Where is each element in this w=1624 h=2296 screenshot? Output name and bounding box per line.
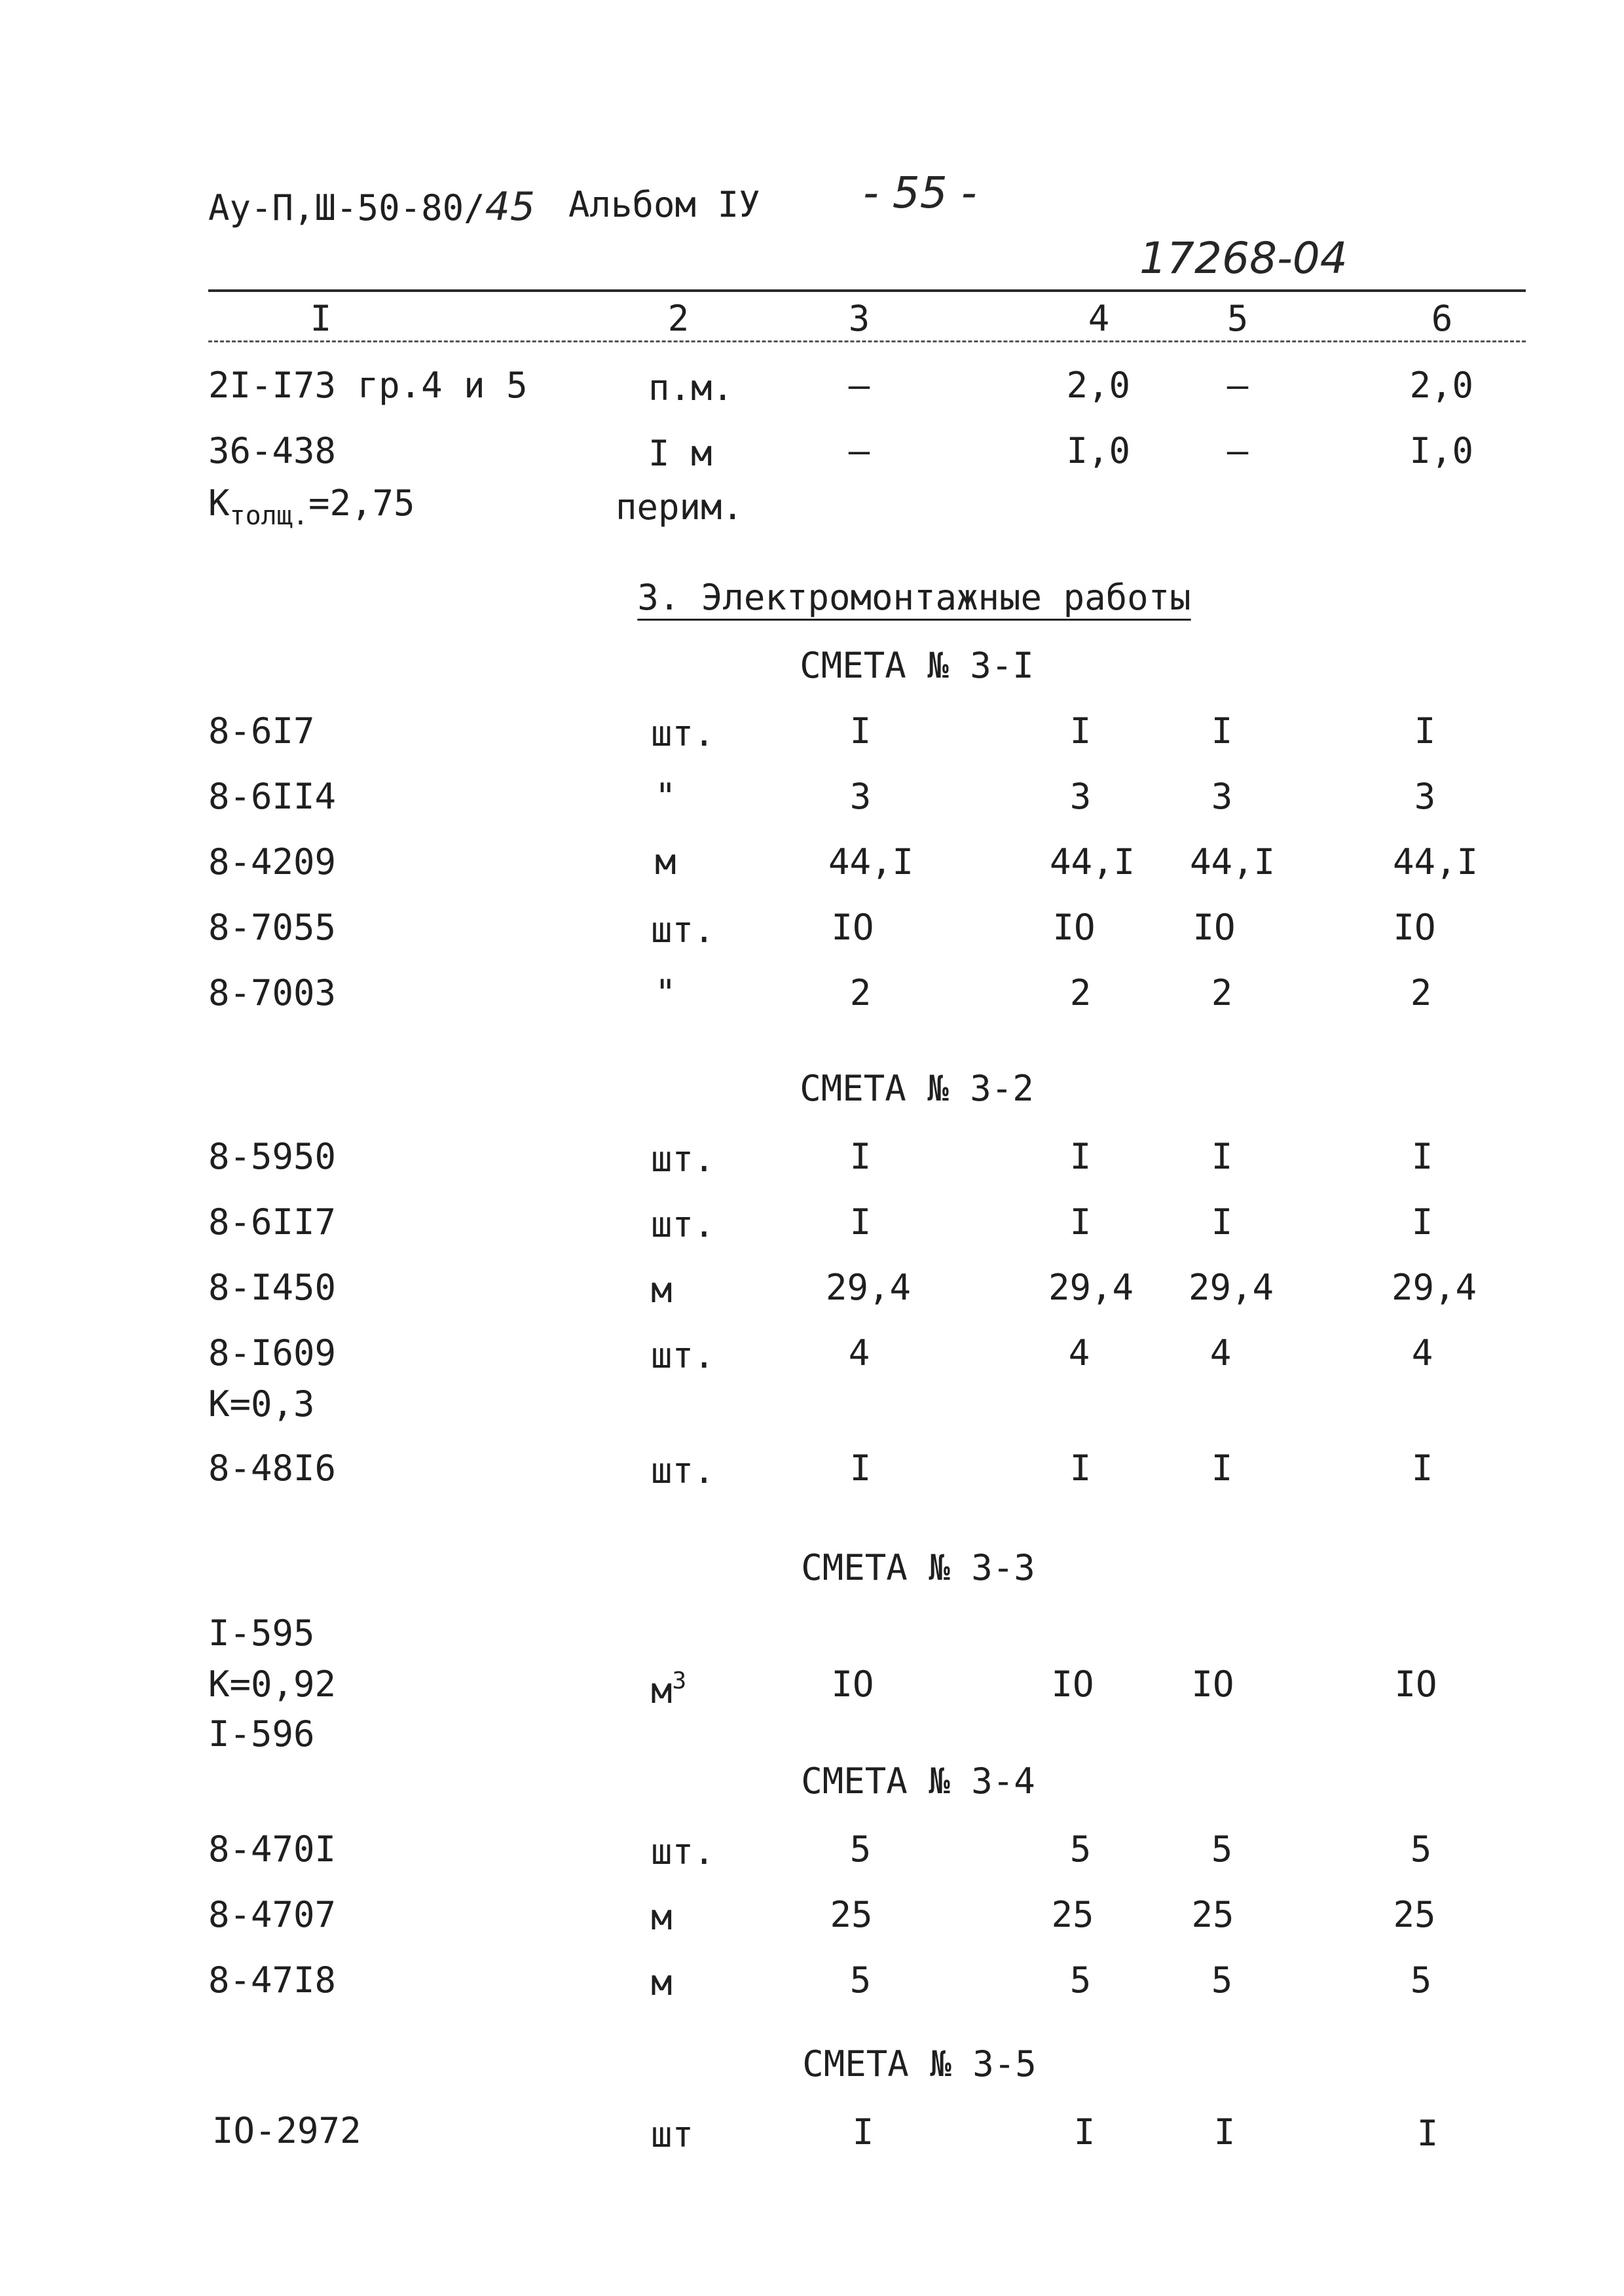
cell-col3: I — [849, 1136, 872, 1177]
cell-col5: 44,I — [1189, 841, 1276, 883]
cell-col6: 2 — [1410, 972, 1432, 1013]
cell-col3: 29,4 — [825, 1267, 912, 1308]
thickness-coefficient — [208, 483, 415, 531]
cell-col6: 25 — [1393, 1894, 1436, 1935]
cell-col4: I — [1069, 710, 1092, 752]
column-header-6: 6 — [1431, 298, 1453, 339]
cell-col6: 4 — [1411, 1332, 1433, 1374]
cell-code: 2I-I73 гр.4 и 5 — [208, 365, 528, 406]
cell-unit: п.м. — [648, 367, 734, 409]
cell-col6: 3 — [1414, 776, 1436, 817]
document-code-typed: Ау-П,Ш-50-80/ — [208, 187, 485, 228]
cell-code: 8-4209 — [208, 841, 337, 883]
cell-col4: 5 — [1069, 1959, 1092, 2001]
cell-col3: 3 — [849, 776, 872, 817]
column-header-2: 2 — [667, 298, 690, 339]
cell-col4: 29,4 — [1048, 1267, 1134, 1308]
coefficient-note: К=0,92 — [208, 1664, 337, 1705]
cell-unit: м — [651, 1269, 673, 1311]
cell-code: I-595 — [208, 1613, 315, 1654]
estimate-title-3-4: СМЕТА № 3-4 — [801, 1760, 1035, 1802]
cell-unit: м — [655, 841, 676, 883]
estimate-title-3-5: СМЕТА № 3-5 — [802, 2043, 1037, 2085]
cell-col4: I — [1069, 1136, 1092, 1177]
cell-col6: 44,I — [1392, 841, 1479, 883]
cell-col3: IO — [831, 907, 874, 948]
cell-col4: 2,0 — [1066, 365, 1130, 406]
cell-code: IO-2972 — [212, 2110, 361, 2151]
cell-col3: 2 — [849, 972, 872, 1013]
cell-unit: шт. — [651, 1139, 715, 1180]
cell-unit: " — [655, 972, 676, 1013]
cell-col4: I,0 — [1066, 430, 1130, 471]
cell-col3: I — [852, 2111, 874, 2153]
cell-unit: м — [651, 1897, 673, 1938]
cell-col3: 44,I — [828, 841, 914, 883]
cell-unit-perimeter: перим. — [616, 486, 744, 528]
document-number: 17268-04 — [1139, 233, 1348, 283]
column-header-1: I — [310, 298, 332, 339]
column-header-3: 3 — [848, 298, 870, 339]
cell-col4: 44,I — [1049, 841, 1135, 883]
cell-col6: 5 — [1410, 1959, 1432, 2001]
cell-col3: – — [848, 365, 870, 406]
cell-col5: 3 — [1211, 776, 1233, 817]
unit-exponent: 3 — [672, 1667, 687, 1694]
cell-code: 8-6I7 — [208, 710, 315, 752]
cell-col4: 25 — [1051, 1894, 1094, 1935]
cell-col6: I — [1414, 710, 1436, 752]
cell-col6: 2,0 — [1409, 365, 1473, 406]
cell-col6: I — [1411, 1201, 1433, 1243]
cell-col4: 5 — [1069, 1829, 1092, 1870]
cell-col5: 25 — [1191, 1894, 1234, 1935]
cell-col4: IO — [1052, 907, 1096, 948]
cell-col4: 4 — [1068, 1332, 1090, 1374]
cell-col3: 5 — [849, 1829, 872, 1870]
cell-unit: " — [655, 776, 676, 817]
table-top-rule — [208, 289, 1526, 292]
cell-col3: 5 — [849, 1959, 872, 2001]
cell-col6: 29,4 — [1391, 1267, 1477, 1308]
cell-col6: IO — [1394, 1664, 1437, 1705]
cell-col4: IO — [1051, 1664, 1094, 1705]
cell-unit: шт. — [651, 909, 715, 951]
cell-col3: 25 — [830, 1894, 873, 1935]
cell-col3: I — [849, 1448, 872, 1489]
cell-code: 8-48I6 — [208, 1448, 337, 1489]
cell-col4: I — [1069, 1448, 1092, 1489]
document-code-handwritten: 45 — [485, 184, 535, 230]
album-label: Альбом IУ — [568, 184, 760, 225]
cell-code: 8-47I8 — [208, 1959, 337, 2001]
cell-unit: шт. — [651, 713, 715, 754]
column-header-4: 4 — [1088, 298, 1110, 339]
cell-col4: 2 — [1069, 972, 1092, 1013]
unit-letter: м — [651, 1670, 673, 1711]
cell-code: 8-I609 — [208, 1332, 337, 1374]
cell-code: 8-7055 — [208, 907, 337, 948]
cell-col3: I — [849, 1201, 872, 1243]
cell-code: 8-470I — [208, 1829, 337, 1870]
section-title: 3. Электромонтажные работы — [637, 577, 1191, 618]
cell-unit — [651, 1669, 686, 1709]
cell-col5: I — [1213, 2111, 1236, 2153]
cell-code: 8-6II7 — [208, 1201, 337, 1243]
cell-col6: IO — [1393, 907, 1436, 948]
cell-col3: – — [848, 430, 870, 471]
page-number: - 55 - — [863, 168, 977, 218]
cell-col3: IO — [831, 1664, 874, 1705]
cell-col6: I,0 — [1409, 430, 1473, 471]
document-code — [208, 184, 535, 230]
cell-col6: I — [1411, 1136, 1433, 1177]
table-head-rule — [208, 340, 1526, 342]
cell-col5: I — [1211, 1201, 1233, 1243]
coefficient-value: =2,75 — [308, 483, 415, 524]
cell-col5: IO — [1192, 907, 1236, 948]
cell-col5: I — [1211, 1136, 1233, 1177]
cell-col3: 4 — [848, 1332, 870, 1374]
cell-unit: I м — [648, 433, 712, 474]
cell-col4: 3 — [1069, 776, 1092, 817]
coefficient-letter: К — [208, 483, 230, 524]
cell-col6: I — [1411, 1448, 1433, 1489]
cell-col5: 4 — [1209, 1332, 1232, 1374]
cell-col5: I — [1211, 1448, 1233, 1489]
cell-col4: I — [1069, 1201, 1092, 1243]
cell-col5: 5 — [1211, 1959, 1233, 2001]
cell-unit: шт. — [651, 1335, 715, 1376]
cell-col5: 2 — [1211, 972, 1233, 1013]
cell-col5: – — [1227, 430, 1249, 471]
coefficient-subscript: толщ. — [229, 501, 308, 531]
estimate-title-3-2: СМЕТА № 3-2 — [800, 1068, 1034, 1109]
cell-code: 8-5950 — [208, 1136, 337, 1177]
cell-col5: – — [1227, 365, 1249, 406]
cell-col6: I — [1416, 2113, 1439, 2154]
cell-code: 8-6II4 — [208, 776, 337, 817]
cell-unit: шт. — [651, 1450, 715, 1491]
cell-col5: I — [1211, 710, 1233, 752]
coefficient-note: К=0,3 — [208, 1383, 315, 1425]
cell-col5: 5 — [1211, 1829, 1233, 1870]
column-header-5: 5 — [1227, 298, 1249, 339]
cell-code: 8-4707 — [208, 1894, 337, 1935]
cell-code: 8-I450 — [208, 1267, 337, 1308]
cell-unit: шт — [651, 2114, 694, 2155]
cell-unit: шт. — [651, 1831, 715, 1872]
cell-unit: шт. — [651, 1204, 715, 1245]
cell-code: I-596 — [208, 1713, 315, 1755]
cell-col4: I — [1073, 2111, 1096, 2153]
cell-unit: м — [651, 1962, 673, 2003]
cell-col6: 5 — [1410, 1829, 1432, 1870]
estimate-title-3-3: СМЕТА № 3-3 — [801, 1547, 1035, 1588]
cell-col5: 29,4 — [1188, 1267, 1274, 1308]
cell-col3: I — [849, 710, 872, 752]
cell-code: 36-438 — [208, 430, 337, 471]
estimate-title-3-1: СМЕТА № 3-I — [800, 645, 1034, 686]
cell-col5: IO — [1191, 1664, 1234, 1705]
cell-code: 8-7003 — [208, 972, 337, 1013]
